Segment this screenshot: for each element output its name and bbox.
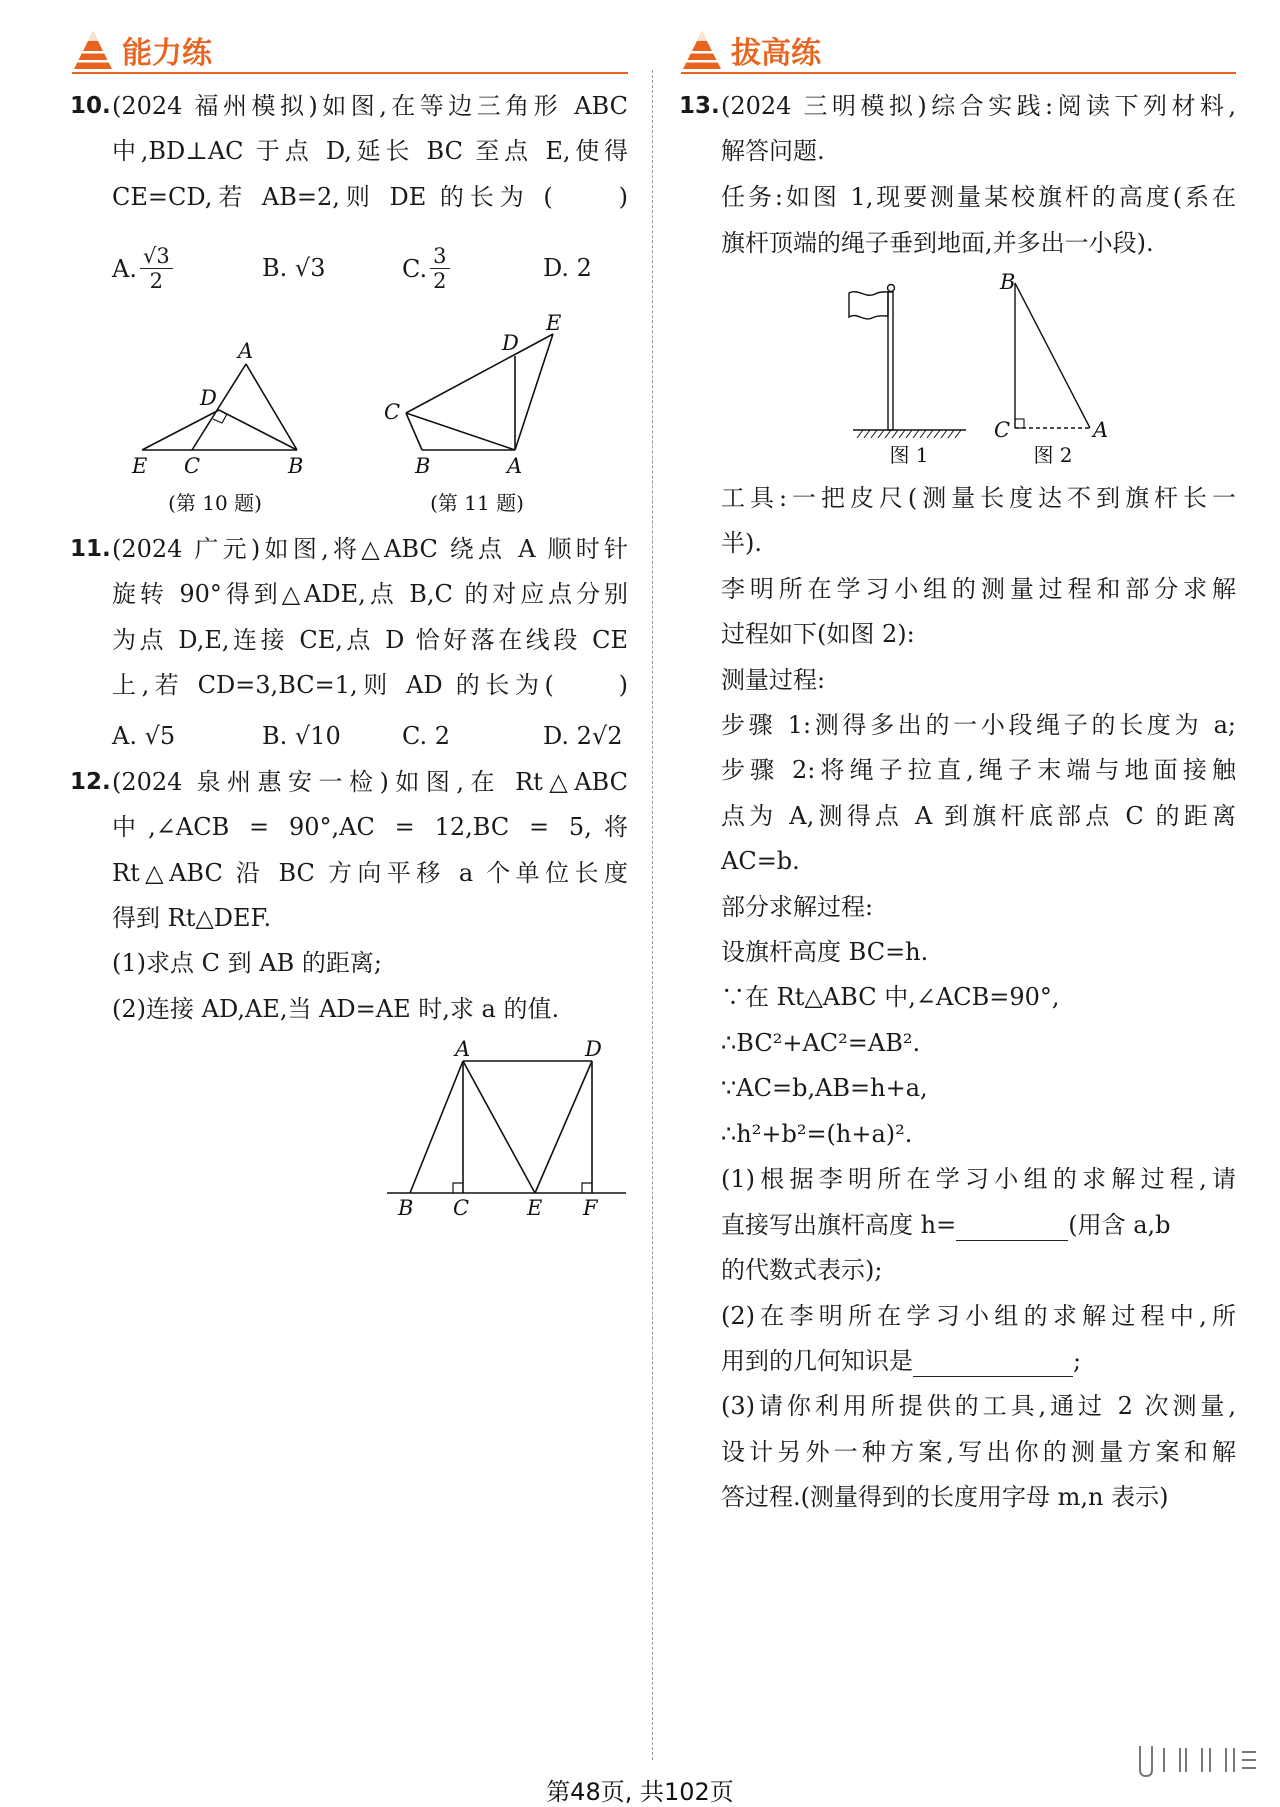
label-E: E (132, 454, 148, 478)
question-text: 任务:如图 1,现要测量某校旗杆的高度(系在 (721, 183, 1236, 211)
label-D: D (200, 386, 217, 410)
body-text: 李明所在学习小组的测量过程和部分求解 (721, 575, 1236, 603)
body-text: 工具:一把皮尺(测量长度达不到旗杆长一 (721, 484, 1236, 512)
ground-hatch (857, 430, 961, 438)
body-text: ∴BC²+AC²=AB². (721, 1029, 921, 1057)
question-text: 中,∠ACB = 90°,AC = 12,BC = 5,将 (112, 813, 628, 841)
body-text: ∴h²+b²=(h+a)². (721, 1120, 913, 1148)
segment-AB (410, 1061, 463, 1193)
label-A: A (238, 339, 254, 363)
sub-question: (1)根据李明所在学习小组的求解过程,请 (721, 1165, 1236, 1193)
label-B: B (415, 454, 431, 478)
body-text: 过程如下(如图 2): (721, 620, 915, 648)
question-text: (2024 泉州惠安一检)如图,在 Rt△ABC (112, 768, 628, 796)
numerator: 3 (430, 244, 449, 269)
right-angle-mark (213, 414, 227, 423)
label-C: C (184, 454, 201, 478)
answer-blank[interactable] (913, 1350, 1073, 1377)
figure-12 (370, 1030, 640, 1230)
body-text: ∵AC=b,AB=h+a, (721, 1074, 928, 1102)
question-text: Rt△ABC 沿 BC 方向平移 a 个单位长度 (112, 859, 628, 887)
pyramid-icon (681, 29, 723, 71)
page-indicator: 第48页, 共102页 (546, 1778, 734, 1806)
label-E: E (527, 1196, 543, 1220)
section-title: 能力练 (122, 36, 212, 71)
label-C: C (453, 1196, 470, 1220)
figures-10-11 (0, 300, 640, 530)
header-rule (72, 72, 628, 74)
question-text: 解答问题. (721, 137, 825, 165)
segment-CB (406, 413, 422, 450)
denominator: 2 (149, 269, 164, 293)
body-text: 部分求解过程: (721, 893, 874, 921)
option-d: D. 2√2 (543, 722, 623, 750)
answer-blank[interactable] (956, 1214, 1068, 1241)
figure-11-lines (406, 334, 553, 450)
segment-DE (535, 1061, 592, 1193)
flag (849, 292, 888, 319)
segment-CA (406, 413, 515, 450)
question-text: (2024 福州模拟)如图,在等边三角形 ABC (112, 92, 628, 120)
body-text: 测量过程: (721, 666, 826, 694)
sub-question: (1)求点 C 到 AB 的距离; (112, 949, 382, 977)
question-text: 为点 D,E,连接 CE,点 D 恰好落在线段 CE (112, 626, 628, 654)
option-label: C. (402, 254, 428, 283)
segment-AE (463, 1061, 535, 1193)
pole-top (888, 285, 895, 292)
figure-caption: 图 2 (1033, 443, 1073, 467)
text-segment: 直接写出旗杆高度 h= (721, 1211, 957, 1239)
option-b: B. √10 (262, 722, 341, 750)
option-c (402, 244, 450, 293)
body-text: 答过程.(测量得到的长度用字母 m,n 表示) (721, 1483, 1169, 1511)
figure-13 (830, 270, 1120, 475)
body-text: 点为 A,测得点 A 到旗杆底部点 C 的距离 (721, 802, 1236, 830)
section-header-right (681, 28, 821, 72)
denominator: 2 (433, 269, 447, 293)
right-angle-mark (1015, 419, 1024, 428)
body-text: 的代数式表示); (721, 1256, 883, 1284)
question-text: (2024 广元)如图,将△ABC 绕点 A 顺时针 (112, 535, 628, 563)
flagpole-figure (849, 285, 966, 439)
watermark-icon (1130, 1742, 1270, 1782)
body-text: AC=b. (721, 847, 800, 875)
label-C: C (994, 418, 1011, 442)
sub-question-line (721, 1345, 1081, 1377)
figure-caption: 图 1 (889, 443, 929, 467)
text-segment: 用到的几何知识是 (721, 1347, 913, 1375)
fraction (140, 244, 173, 293)
section-header-left (72, 28, 212, 72)
right-angle-mark (453, 1183, 463, 1193)
body-text: 半). (721, 529, 762, 557)
label-A: A (1093, 418, 1109, 442)
text-segment: (用含 a,b (1068, 1211, 1171, 1239)
column-divider (652, 70, 653, 1760)
body-text: 步骤 1:测得多出的一小段绳子的长度为 a; (721, 711, 1236, 739)
question-number: 10. (70, 93, 111, 119)
label-D: D (585, 1037, 602, 1061)
segment-DE (142, 410, 219, 450)
option-a (112, 244, 173, 293)
option-c: C. 2 (402, 722, 451, 750)
label-B: B (288, 454, 304, 478)
label-D: D (502, 331, 519, 355)
triangle-figure (1015, 283, 1090, 428)
numerator: √3 (140, 244, 173, 269)
text-segment: ; (1073, 1347, 1082, 1375)
question-text: CE=CD,若 AB=2,则 DE 的长为 ( ) (112, 183, 628, 211)
body-text: 设旗杆高度 BC=h. (721, 938, 929, 966)
label-B: B (398, 1196, 414, 1220)
sub-question: (3)请你利用所提供的工具,通过 2 次测量, (721, 1392, 1236, 1420)
flagpole (888, 292, 893, 430)
figure-10-lines (142, 364, 297, 450)
label-A: A (507, 454, 523, 478)
question-text: 旋转 90°得到△ADE,点 B,C 的对应点分别 (112, 580, 628, 608)
option-a: A. √5 (112, 722, 176, 750)
question-text: 上,若 CD=3,BC=1,则 AD 的长为( ) (112, 671, 628, 699)
sub-question: (2)连接 AD,AE,当 AD=AE 时,求 a 的值. (112, 995, 560, 1023)
question-text: 中,BD⊥AC 于点 D,延长 BC 至点 E,使得 (112, 137, 628, 165)
label-A: A (455, 1037, 471, 1061)
sub-question-line (721, 1209, 1171, 1241)
figure-caption: (第 10 题) (168, 491, 262, 515)
sub-question: (2)在李明所在学习小组的求解过程中,所 (721, 1302, 1236, 1330)
body-text: 设计另外一种方案,写出你的测量方案和解 (721, 1438, 1236, 1466)
label-B: B (1000, 270, 1016, 294)
label-E: E (546, 311, 562, 335)
body-text: ∵在 Rt△ABC 中,∠ACB=90°, (721, 983, 1060, 1011)
header-rule (681, 72, 1236, 74)
question-text: 得到 Rt△DEF. (112, 904, 272, 932)
option-label: A. (112, 254, 137, 283)
pyramid-icon (72, 29, 114, 71)
question-number: 12. (70, 769, 111, 795)
figure-caption: (第 11 题) (430, 491, 524, 515)
right-angle-mark (582, 1183, 592, 1193)
option-b: B. √3 (262, 254, 326, 282)
body-text: 步骤 2:将绳子拉直,绳子末端与地面接触 (721, 756, 1236, 784)
section-title: 拔高练 (731, 36, 821, 71)
option-d: D. 2 (543, 254, 592, 282)
question-number: 11. (70, 536, 111, 562)
label-C: C (384, 400, 401, 424)
question-text: 旗杆顶端的绳子垂到地面,并多出一小段). (721, 229, 1154, 257)
fraction (430, 244, 449, 293)
question-number: 13. (679, 93, 720, 119)
segment-BA (1015, 283, 1090, 428)
label-F: F (583, 1196, 598, 1220)
question-text: (2024 三明模拟)综合实践:阅读下列材料, (721, 92, 1236, 120)
